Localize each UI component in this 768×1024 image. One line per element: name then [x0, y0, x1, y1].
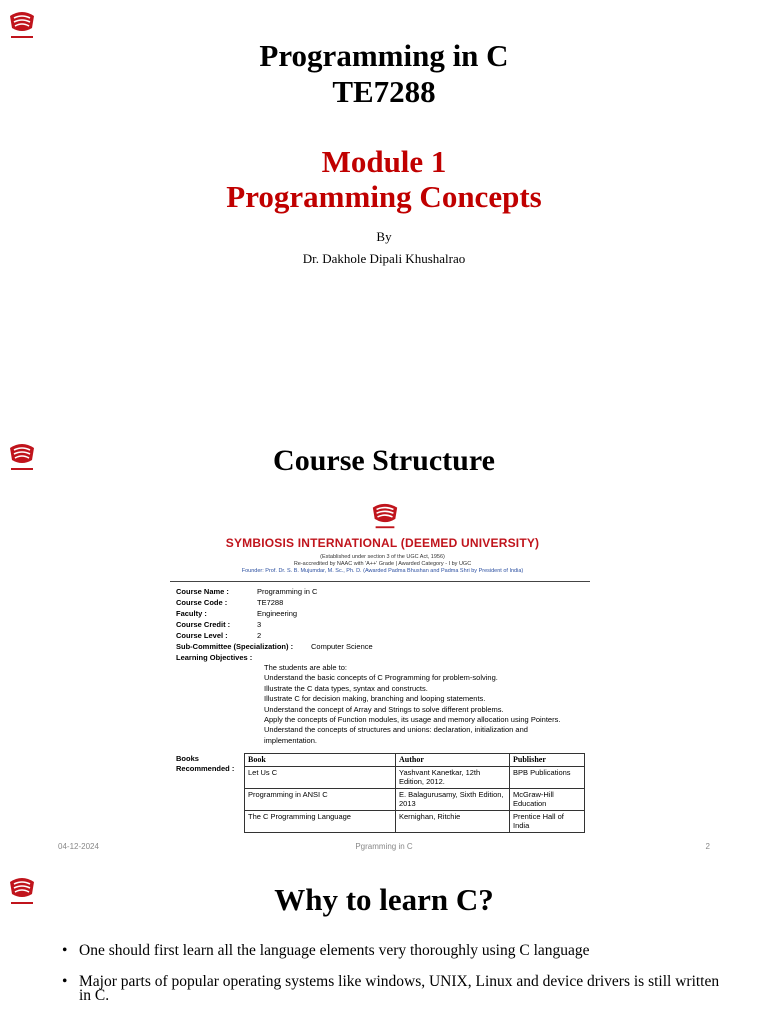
university-founder-line: Founder: Prof. Dr. S. B. Mujumdar, M. Sc., Ph. D. (Awarded Padma Bhushan and Padma Shri by President of India) — [241, 568, 524, 574]
info-value: 3 — [257, 620, 262, 629]
info-key: Learning Objectives : — [176, 653, 253, 662]
table-cell: Programming in ANSI C — [245, 788, 396, 810]
column-header-book: Book — [245, 754, 396, 767]
info-key: Course Name : — [176, 587, 229, 596]
bullet-text: Major parts of popular operating systems like windows, UNIX, Linux and device drivers is still written in C. — [79, 973, 720, 1004]
info-key: Sub-Committee (Specialization) : — [176, 642, 294, 651]
table-row — [245, 788, 585, 810]
module-title — [0, 144, 768, 214]
footer-date: 04-12-2024 — [58, 842, 99, 851]
info-key: Course Level : — [176, 631, 228, 640]
university-seal-icon — [370, 500, 400, 532]
info-value: Engineering — [257, 609, 298, 618]
books-table — [244, 753, 585, 833]
bullet-list — [62, 944, 722, 1020]
bullet-icon: • — [62, 973, 68, 990]
info-value: TE7288 — [257, 598, 284, 607]
books-recommended-label: Books Recommended : — [176, 754, 235, 773]
column-header-publisher: Publisher — [510, 754, 585, 767]
course-title-line-2: TE7288 — [332, 74, 436, 109]
author-name: Dr. Dakhole Dipali Khushalrao — [302, 251, 466, 266]
divider — [170, 581, 590, 582]
university-name: SYMBIOSIS INTERNATIONAL (DEEMED UNIVERSITY) — [225, 536, 540, 550]
slide-title: Why to learn C? — [274, 882, 494, 917]
objective-line: Illustrate C for decision making, branching and looping statements. — [264, 694, 486, 704]
footer-title: Pgramming in C — [355, 842, 413, 851]
table-cell: Yashvant Kanetkar, 12th Edition, 2012. — [396, 766, 510, 788]
university-subline-2: Re-accredited by NAAC with 'A++' Grade | Awarded Category - I by UGC — [293, 561, 472, 567]
table-cell: E. Balagurusamy, Sixth Edition, 2013 — [396, 788, 510, 810]
slide-1 — [0, 0, 768, 430]
objective-line: The students are able to: — [264, 663, 347, 672]
course-title — [0, 38, 768, 110]
table-cell: Kernighan, Ritchie — [396, 810, 510, 832]
objective-line: Understand the concept of Array and Strings to solve different problems. — [264, 704, 504, 714]
column-header-author: Author — [396, 754, 510, 767]
by-label: By — [376, 229, 392, 244]
table-cell: BPB Publications — [510, 766, 585, 788]
table-header-row — [245, 754, 585, 767]
objective-line: Illustrate the C data types, syntax and constructs. — [264, 683, 428, 693]
module-title-line-2: Programming Concepts — [226, 179, 542, 214]
course-structure-document — [170, 500, 595, 840]
course-title-line-1: Programming in C — [259, 38, 509, 73]
page-number: 2 — [705, 842, 710, 851]
table-row — [245, 810, 585, 832]
slide-2 — [0, 430, 768, 860]
info-value: 2 — [257, 631, 262, 640]
university-subline-1: (Established under section 3 of the UGC Act, 1956) — [320, 554, 445, 560]
bullet-text: One should first learn all the language elements very thoroughly using C language — [79, 942, 590, 959]
bullet-icon: • — [62, 942, 68, 959]
table-cell: Prentice Hall of India — [510, 810, 585, 832]
slide-title: Course Structure — [273, 444, 495, 477]
slide-3 — [0, 860, 768, 1024]
table-cell: McGraw-Hill Education — [510, 788, 585, 810]
objective-line: Apply the concepts of Function modules, its usage and memory allocation using Pointers. — [264, 715, 561, 725]
table-cell: Let Us C — [245, 766, 396, 788]
objective-line: Understand the basic concepts of C Programming for problem-solving. — [264, 673, 498, 683]
info-key: Course Code : — [176, 598, 228, 607]
learning-objectives — [264, 663, 564, 746]
objective-line: Understand the concepts of structures and unions: declaration, initialization and implementation. — [264, 725, 528, 745]
table-cell: The C Programming Language — [245, 810, 396, 832]
table-row — [245, 766, 585, 788]
bullet-item — [62, 944, 722, 958]
info-value: Computer Science — [311, 642, 373, 651]
info-key: Faculty : — [176, 609, 207, 618]
bullet-item — [62, 975, 722, 1003]
info-key: Course Credit : — [176, 620, 231, 629]
info-value: Programming in C — [257, 587, 318, 596]
module-title-line-1: Module 1 — [321, 144, 447, 179]
